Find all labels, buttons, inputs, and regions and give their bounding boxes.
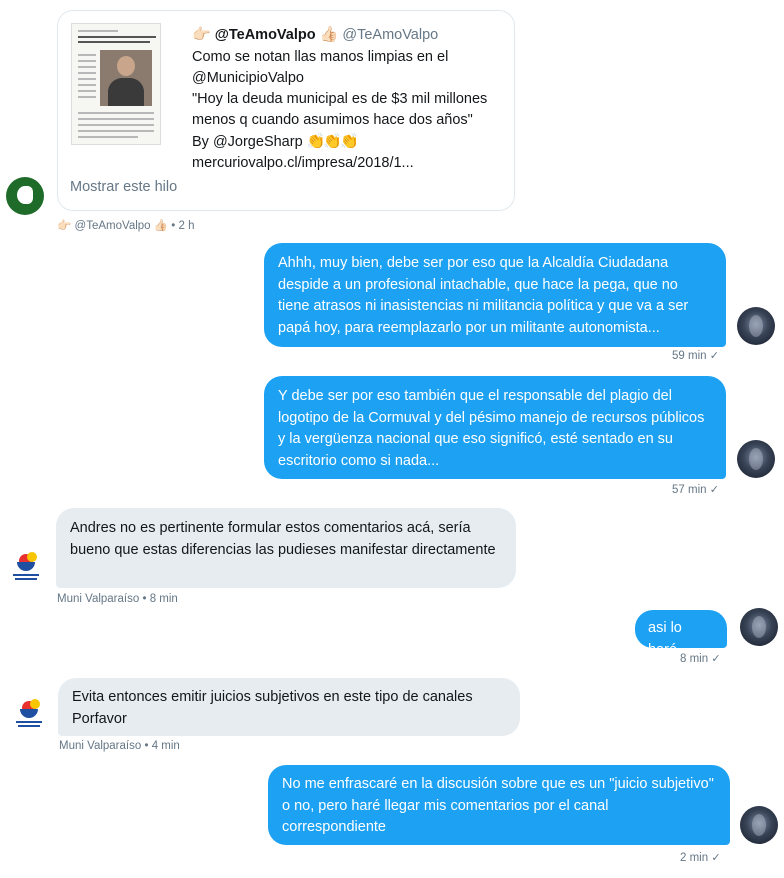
- message-text: Ahhh, muy bien, debe ser por eso que la Alcaldía Ciudadana despide a un profesional intachable, que hace la pega, que no tiene atrasos ni inasistencias ni militancia política y que va a ser papá hoy, para reemplazarlo por un militante autonomista...: [278, 255, 689, 336]
- tweet-line[interactable]: @MunicipioValpo: [192, 70, 304, 86]
- clapping-hands-icon: 👏👏👏: [306, 133, 357, 150]
- message-meta: [672, 483, 719, 496]
- meta-time: 2 h: [178, 220, 195, 232]
- outgoing-message-bubble[interactable]: [264, 376, 726, 479]
- thumbs-up-icon: 👍🏻: [319, 26, 339, 43]
- outgoing-message-bubble[interactable]: [635, 610, 727, 658]
- message-time: 57 min: [672, 484, 707, 496]
- tweet-line: menos q cuando asumimos hace dos años": [192, 112, 473, 128]
- tweet-line-byline: [192, 131, 512, 153]
- message-text: Evita entonces emitir juicios subjetivos en este tipo de canales Porfavor: [72, 689, 473, 727]
- muni-valparaiso-avatar[interactable]: [7, 548, 45, 586]
- message-time: 8 min: [680, 653, 709, 665]
- outgoing-message-bubble[interactable]: [268, 765, 730, 845]
- show-thread-link[interactable]: Mostrar este hilo: [70, 179, 178, 195]
- user-avatar[interactable]: [740, 806, 778, 844]
- sent-check-icon: ✓: [711, 653, 721, 665]
- quoted-meta: [57, 218, 195, 232]
- meta-separator: •: [144, 740, 149, 752]
- message-meta: [57, 593, 178, 605]
- user-avatar[interactable]: [737, 307, 775, 345]
- sent-check-icon: ✓: [709, 350, 719, 362]
- message-text: No me enfrascaré en la discusión sobre que es un "juicio subjetivo" o no, pero haré llegar mis comentarios por el canal correspondiente: [282, 776, 714, 835]
- pointing-hand-icon: 👉🏻: [57, 220, 72, 232]
- thumbs-up-icon: 👍🏻: [153, 220, 169, 232]
- meta-separator: •: [171, 220, 176, 232]
- message-time: 8 min: [149, 593, 178, 605]
- message-time: 4 min: [151, 740, 180, 752]
- outgoing-message-bubble[interactable]: [264, 243, 726, 347]
- user-avatar[interactable]: [737, 440, 775, 478]
- message-meta: [680, 851, 721, 864]
- message-time: 2 min: [680, 852, 709, 864]
- muni-valparaiso-avatar[interactable]: [10, 695, 48, 733]
- quoted-tweet-text: [192, 47, 512, 174]
- message-text: Andres no es pertinente formular estos comentarios acá, sería bueno que estas diferencias las pudieses manifestar directamente: [70, 520, 496, 558]
- sender-name[interactable]: Muni Valparaíso: [57, 593, 140, 605]
- quoted-handle[interactable]: @TeAmoValpo: [342, 27, 439, 43]
- sent-check-icon: ✓: [711, 852, 721, 864]
- message-text: Y debe ser por eso también que el responsable del plagio del logotipo de la Cormuval y del pésimo manejo de recursos públicos y la vergüenza nacional que eso significó, esté sentado en su escritorio como si nada...: [278, 388, 705, 469]
- tweet-link[interactable]: mercuriovalpo.cl/impresa/2018/1...: [192, 155, 414, 171]
- quoted-tweet-header: [192, 24, 512, 46]
- sender-name[interactable]: Muni Valparaíso: [59, 740, 142, 752]
- tweet-line[interactable]: By @JorgeSharp: [192, 134, 303, 150]
- tweet-line: Como se notan llas manos limpias en el: [192, 49, 449, 65]
- quoted-display-name[interactable]: @TeAmoValpo: [214, 27, 316, 43]
- message-time: 59 min: [672, 350, 707, 362]
- incoming-message-bubble[interactable]: [58, 678, 520, 736]
- news-clipping-thumbnail[interactable]: [71, 23, 161, 145]
- message-text: asi lo haré: [648, 620, 682, 658]
- tweet-line: "Hoy la deuda municipal es de $3 mil millones: [192, 91, 488, 107]
- quoted-tweet-body: [192, 24, 512, 174]
- message-meta: [59, 740, 180, 752]
- meta-author[interactable]: @TeAmoValpo: [74, 220, 151, 232]
- message-meta: [680, 652, 721, 665]
- pointing-hand-icon: 👉🏻: [192, 26, 211, 43]
- sent-check-icon: ✓: [709, 484, 719, 496]
- incoming-message-bubble[interactable]: [56, 508, 516, 588]
- message-meta: [672, 349, 719, 362]
- meta-separator: •: [142, 593, 147, 605]
- teamovalpo-avatar[interactable]: [6, 177, 44, 215]
- quoted-tweet-card[interactable]: [57, 10, 515, 211]
- user-avatar[interactable]: [740, 608, 778, 646]
